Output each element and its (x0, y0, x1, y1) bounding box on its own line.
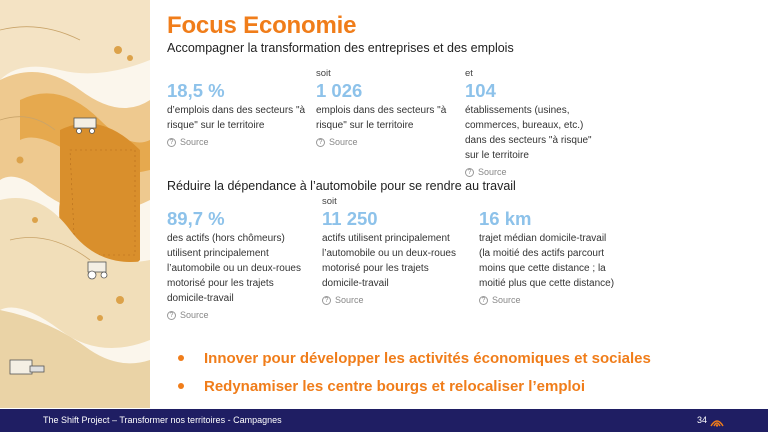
stat-value: 89,7 % (167, 208, 225, 229)
section2-heading: Réduire la dépendance à l’automobile pour se rendre au travail (167, 179, 516, 193)
source-link[interactable] (479, 295, 619, 305)
bullet-dot-icon (178, 383, 184, 389)
footer-bar (0, 409, 768, 432)
countryside-illustration (0, 0, 150, 408)
stat-jobs-percent (167, 68, 307, 147)
stat-establishments (465, 68, 605, 177)
source-label: Source (180, 137, 209, 147)
stat-prefix (167, 196, 307, 208)
stat-car-users-count (322, 196, 462, 305)
stat-prefix: soit (316, 68, 331, 79)
section1-heading: Accompagner la transformation des entreprises et des emplois (167, 41, 514, 55)
stat-description: d’emplois dans des secteurs "à risque" sur le territoire (167, 105, 306, 131)
stat-prefix (167, 68, 307, 80)
stat-description: emplois dans des secteurs "à risque" sur le territoire (316, 105, 447, 131)
stat-median-commute (479, 196, 619, 305)
stat-value: 16 km (479, 208, 532, 229)
bullet-text: Innover pour développer les activités économiques et sociales (204, 349, 651, 367)
question-icon: ? (465, 168, 474, 177)
question-icon: ? (167, 138, 176, 147)
action-bullets (178, 344, 651, 400)
source-link[interactable] (465, 167, 605, 177)
source-link[interactable] (322, 295, 462, 305)
stat-jobs-count (316, 68, 456, 147)
question-icon: ? (316, 138, 325, 147)
question-icon: ? (167, 311, 176, 320)
page-title: Focus Economie (167, 12, 357, 39)
stat-description: trajet médian domicile-travail (la moitié des actifs parcourt moins que cette distance ; la moitié plus que cette distance) (479, 233, 615, 289)
stat-value: 18,5 % (167, 80, 225, 101)
stat-value: 104 (465, 80, 496, 101)
source-link[interactable] (167, 310, 307, 320)
stat-value: 11 250 (322, 208, 378, 229)
question-icon: ? (322, 296, 331, 305)
source-label: Source (335, 295, 364, 305)
question-icon: ? (479, 296, 488, 305)
source-link[interactable] (316, 137, 456, 147)
page-number: 34 (697, 415, 708, 425)
shift-project-logo-icon (710, 414, 724, 432)
source-link[interactable] (167, 137, 307, 147)
bullet-text: Redynamiser les centre bourgs et relocaliser l’emploi (204, 377, 585, 395)
stat-description: des actifs (hors chômeurs) utilisent principalement l’automobile ou un deux-roues motorisé pour les trajets domicile-travail (167, 233, 301, 304)
footer-text: The Shift Project – Transformer nos territoires - Campagnes (43, 415, 282, 425)
stat-value: 1 026 (316, 80, 363, 101)
stat-description: actifs utilisent principalement l’automobile ou un deux-roues motorisé pour les trajets domicile-travail (322, 233, 456, 289)
bullet-item (178, 372, 651, 400)
stat-prefix (479, 196, 619, 208)
bullet-dot-icon (178, 355, 184, 361)
stat-car-users-percent (167, 196, 307, 320)
source-label: Source (180, 310, 209, 320)
source-label: Source (478, 167, 507, 177)
stat-prefix: soit (322, 196, 337, 207)
bullet-item (178, 344, 651, 372)
source-label: Source (492, 295, 521, 305)
stat-prefix: et (465, 68, 473, 79)
stat-description: établissements (usines, commerces, bureaux, etc.) dans des secteurs "à risque" sur le territoire (465, 105, 592, 161)
source-label: Source (329, 137, 358, 147)
